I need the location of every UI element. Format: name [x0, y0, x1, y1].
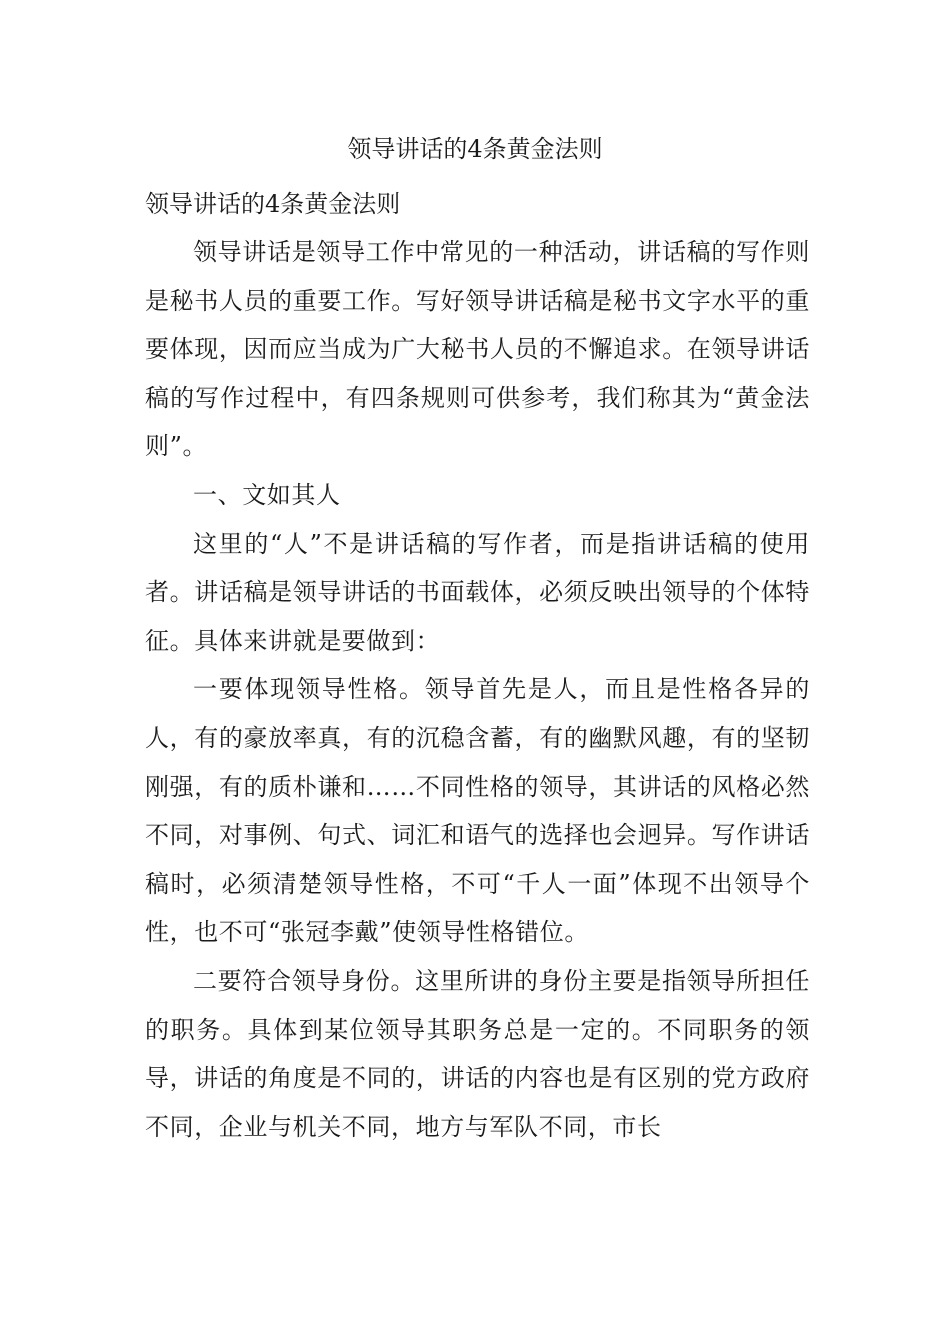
paragraph-personality: 一要体现领导性格。领导首先是人，而且是性格各异的人，有的豪放率真，有的沉稳含蓄，有的幽默风趣，有的坚韧刚强，有的质朴谦和……不同性格的领导，其讲话的风格必然不同，对事例、句式、词汇和语气的选择也会迥异。写作讲话稿时，必须清楚领导性格，不可“千人一面”体现不出领导个性，也不可“张冠李戴”使领导性格错位。 — [145, 675, 810, 947]
section-heading-1: 一、文如其人 — [193, 480, 341, 509]
document-title: 领导讲话的4条黄金法则 — [347, 135, 603, 163]
document-body — [145, 180, 810, 1151]
paragraph-intro: 领导讲话是领导工作中常见的一种活动，讲话稿的写作则是秘书人员的重要工作。写好领导讲话稿是秘书文字水平的重要体现，因而应当成为广大秘书人员的不懈追求。在领导讲话稿的写作过程中，有四条规则可供参考，我们称其为“黄金法则”。 — [145, 238, 810, 461]
paragraph-identity: 二要符合领导身份。这里所讲的身份主要是指领导所担任的职务。具体到某位领导其职务总是一定的。不同职务的领导，讲话的角度是不同的，讲话的内容也是有区别的党方政府不同，企业与机关不同，地方与军队不同，市长 — [145, 966, 810, 1141]
document-subtitle: 领导讲话的4条黄金法则 — [145, 190, 401, 218]
paragraph-section-1-intro: 这里的“人”不是讲话稿的写作者，而是指讲话稿的使用者。讲话稿是领导讲话的书面载体，必须反映出领导的个体特征。具体来讲就是要做到： — [145, 529, 810, 655]
